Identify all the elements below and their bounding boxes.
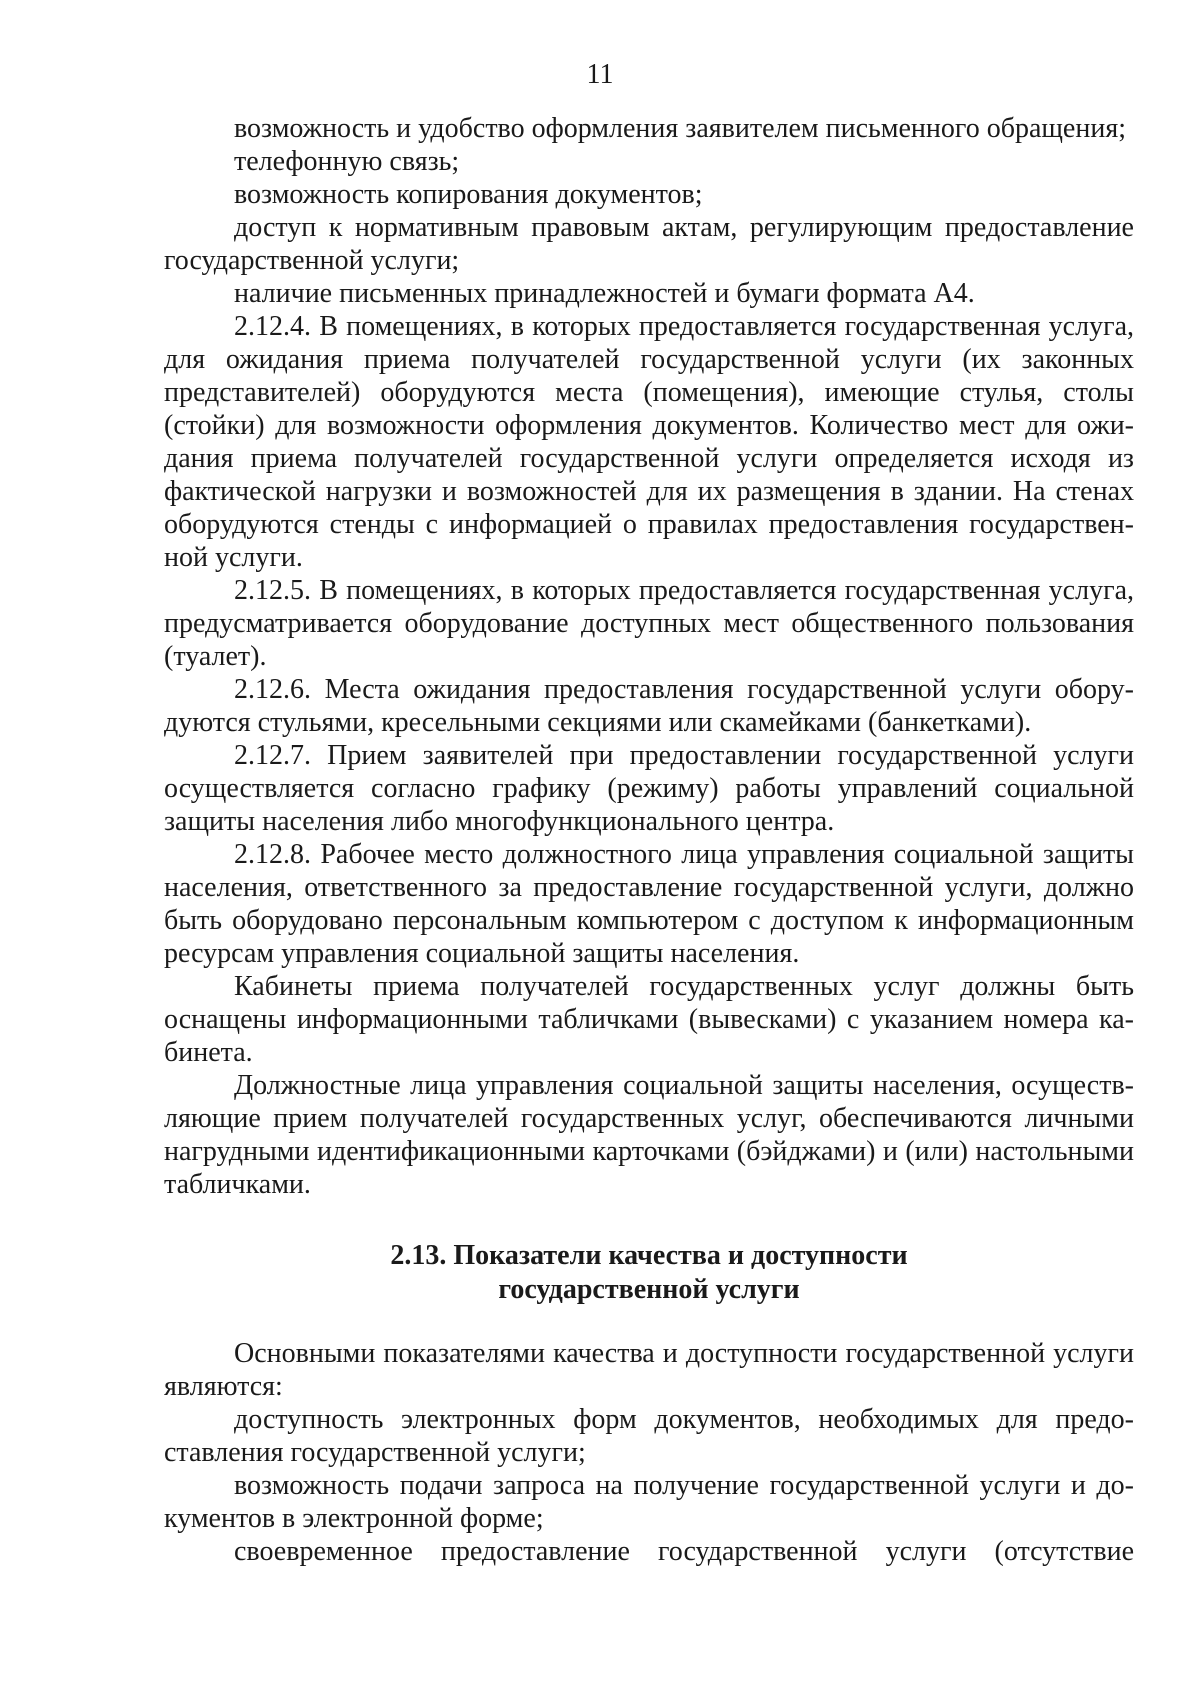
paragraph-2-12-7: 2.12.7. Прием заявителей при предоставлении государственной услуги осуществляется согласно графику (режиму) работы управлений социальной защиты населения либо многофункционального центра.	[164, 740, 1134, 837]
paragraph-2-12-5: 2.12.5. В помещениях, в которых предоставляется государственная услуга, предусматривается оборудование доступных мест общественного пользования (туалет).	[164, 575, 1134, 672]
paragraph-2-12-4: 2.12.4. В помещениях, в которых предоставляется государственная услуга, для ожидания приема получателей государственной услуги (их законных представителей) оборудуются места (помещения), имеющие стулья, столы (стойки) для возможности оформления документов. Количество мест для ожидания приема получателей государственной услуги определяется исходя из фактической нагрузки и возможностей для их размещения в здании. На стенах оборудуются стенды с информацией о правилах предоставления государственной услуги.	[164, 311, 1134, 573]
paragraph: телефонную связь;	[234, 146, 460, 177]
document-body	[164, 112, 1134, 1568]
page-number: 11	[586, 59, 614, 90]
paragraph: доступ к нормативным правовым актам, регулирующим предоставление государственной услуги;	[164, 212, 1134, 276]
paragraph: возможность копирования документов;	[234, 179, 703, 210]
section-heading-line: государственной услуги	[498, 1274, 800, 1305]
paragraph: Основными показателями качества и доступности государственной услуги являются:	[164, 1338, 1134, 1402]
paragraph: своевременное предоставление государственной услуги (отсутствие	[234, 1536, 1134, 1567]
paragraph-2-12-8: 2.12.8. Рабочее место должностного лица управления социальной защиты населения, ответственного за предоставление государственной услуги, должно быть оборудовано персональным компьютером с доступом к информационным ресурсам управления социальной защиты населения.	[164, 839, 1134, 969]
paragraph: Должностные лица управления социальной защиты населения, осуществляющие прием получателей государственных услуг, обеспечиваются личными нагрудными идентификационными карточками (бэйджами) и (или) настольными табличками.	[164, 1070, 1134, 1200]
paragraph: Кабинеты приема получателей государственных услуг должны быть оснащены информационными табличками (вывесками) с указанием номера кабинета.	[164, 971, 1134, 1068]
section-heading-2-13	[164, 1239, 1134, 1307]
paragraph: возможность подачи запроса на получение государственной услуги и документов в электронной форме;	[164, 1470, 1134, 1534]
paragraph: доступность электронных форм документов, необходимых для предоставления государственной услуги;	[164, 1404, 1134, 1468]
paragraph: возможность и удобство оформления заявителем письменного обращения;	[234, 113, 1126, 144]
paragraph-2-12-6: 2.12.6. Места ожидания предоставления государственной услуги оборудуются стульями, кресельными секциями или скамейками (банкетками).	[164, 674, 1134, 738]
section-heading-line: 2.13. Показатели качества и доступности	[390, 1240, 908, 1271]
paragraph: наличие письменных принадлежностей и бумаги формата А4.	[234, 278, 975, 309]
